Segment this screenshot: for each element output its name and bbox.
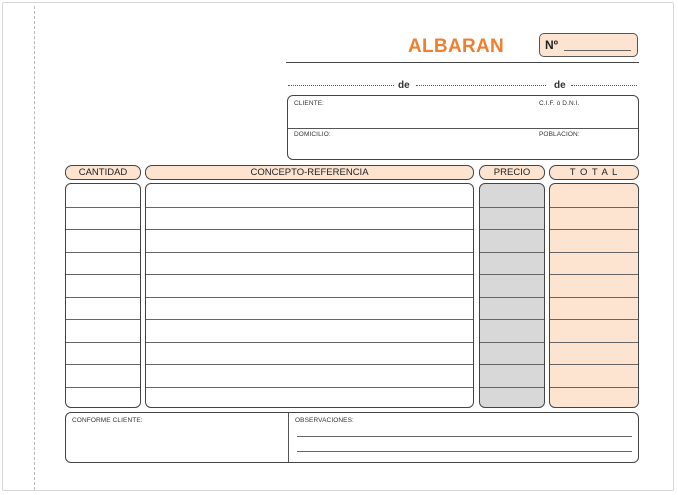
perforation-line — [34, 6, 35, 490]
row-line — [550, 364, 638, 365]
row-line — [480, 342, 544, 343]
concept-header: CONCEPTO-REFERENCIA — [145, 165, 474, 180]
observations-line[interactable] — [297, 436, 632, 437]
row-line — [146, 229, 473, 230]
client-box — [287, 95, 639, 160]
date-separator-2: de — [554, 80, 566, 91]
date-separator-1: de — [398, 80, 410, 91]
footer-divider — [288, 413, 289, 462]
row-line — [66, 364, 140, 365]
row-line — [66, 274, 140, 275]
row-line — [146, 274, 473, 275]
year-dots — [571, 85, 637, 86]
row-line — [66, 297, 140, 298]
row-line — [480, 364, 544, 365]
number-field[interactable] — [539, 33, 638, 57]
row-line — [550, 297, 638, 298]
row-line — [66, 387, 140, 388]
row-line — [480, 319, 544, 320]
row-line — [480, 229, 544, 230]
row-line — [550, 342, 638, 343]
total-column[interactable] — [549, 183, 639, 408]
quantity-column[interactable] — [65, 183, 141, 408]
row-line — [550, 387, 638, 388]
customer-approval-label: CONFORME CLIENTE: — [72, 417, 143, 424]
price-header: PRECIO — [479, 165, 545, 180]
observations-line[interactable] — [297, 451, 632, 452]
row-line — [146, 342, 473, 343]
form-title: ALBARAN — [408, 36, 505, 57]
row-line — [480, 274, 544, 275]
row-line — [146, 252, 473, 253]
number-label: Nº — [545, 38, 559, 52]
row-line — [550, 207, 638, 208]
header-rule — [286, 62, 639, 63]
total-header: T O T A L — [549, 165, 639, 180]
row-line — [550, 319, 638, 320]
observations-label: OBSERVACIONES: — [295, 417, 354, 424]
client-divider — [288, 128, 638, 129]
price-column[interactable] — [479, 183, 545, 408]
footer-box — [65, 412, 639, 463]
concept-column[interactable] — [145, 183, 474, 408]
row-line — [550, 229, 638, 230]
row-line — [146, 364, 473, 365]
month-dots — [416, 85, 546, 86]
row-line — [550, 252, 638, 253]
row-line — [66, 342, 140, 343]
row-line — [550, 274, 638, 275]
row-line — [480, 387, 544, 388]
city-label: POBLACION: — [539, 131, 580, 138]
row-line — [66, 252, 140, 253]
row-line — [146, 207, 473, 208]
row-line — [146, 297, 473, 298]
row-line — [146, 387, 473, 388]
row-line — [480, 297, 544, 298]
day-dots — [288, 85, 394, 86]
row-line — [66, 229, 140, 230]
quantity-header: CANTIDAD — [65, 165, 141, 180]
row-line — [66, 319, 140, 320]
number-entry-line — [564, 50, 631, 51]
row-line — [146, 319, 473, 320]
date-line[interactable] — [286, 80, 639, 92]
client-label: CLIENTE: — [294, 100, 325, 107]
row-line — [480, 207, 544, 208]
row-line — [66, 207, 140, 208]
tax-id-label: C.I.F. ó D.N.I. — [539, 100, 580, 107]
row-line — [480, 252, 544, 253]
address-label: DOMICILIO: — [294, 131, 331, 138]
